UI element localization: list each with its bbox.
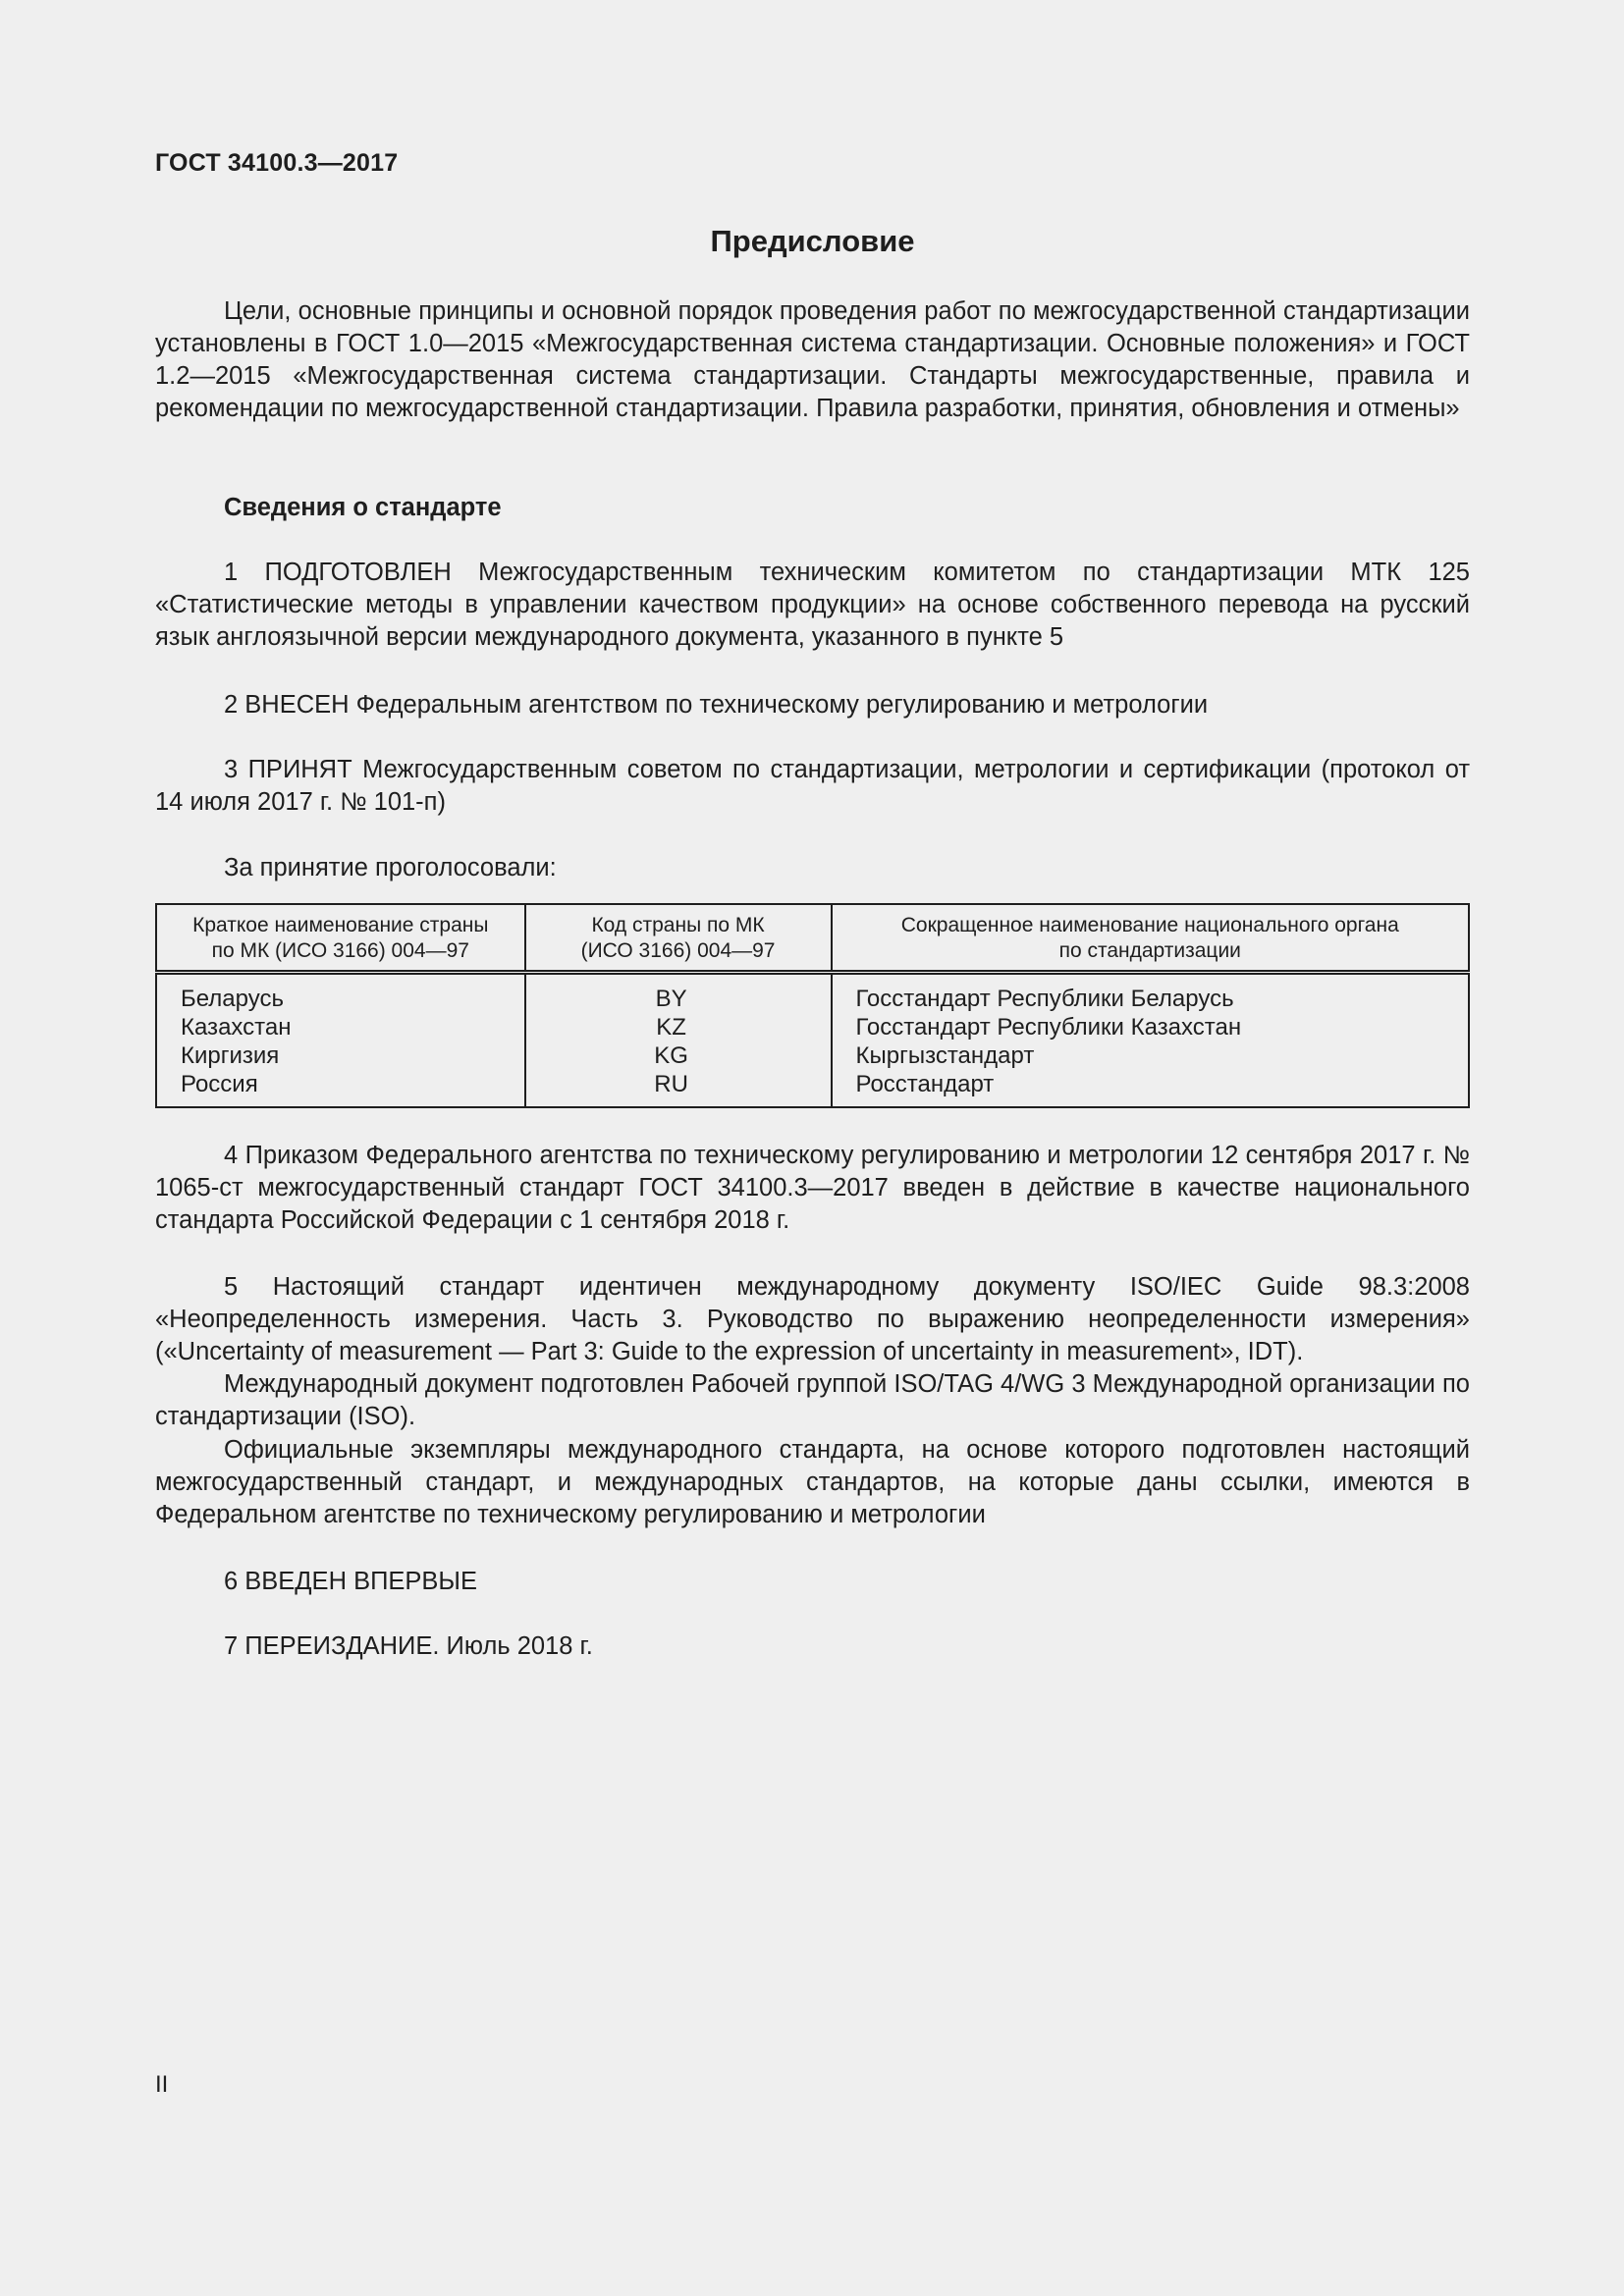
item-5-paragraph-2: Международный документ подготовлен Рабочей группой ISO/TAG 4/WG 3 Международной организации по стандартизации (ISO). <box>155 1370 1470 1430</box>
item-5-paragraph-3: Официальные экземпляры международного стандарта, на основе которого подготовлен настоящий межгосударственный стандарт, и международных стандартов, на которые даны ссылки, имеются в Федеральном агентстве по техническому регулированию и метрологии <box>155 1436 1470 1528</box>
country-name: Киргизия <box>181 1042 280 1069</box>
section-heading: Сведения о стандарте <box>224 494 502 521</box>
country-names-cell <box>156 973 525 1108</box>
country-code: KZ <box>656 1014 686 1041</box>
page-title: Предисловие <box>710 224 915 258</box>
document-page <box>155 0 1470 2296</box>
standards-bodies-cell <box>832 973 1470 1108</box>
item-4-paragraph: 4 Приказом Федерального агентства по техническому регулированию и метрологии 12 сентября 2017 г. № 1065-ст межгосударственный стандарт ГОСТ 34100.3—2017 введен в действие в качестве национального стандарта Российской Федерации с 1 сентября 2018 г. <box>155 1142 1470 1234</box>
header-country-code: Код страны по МК (ИСО 3166) 004—97 <box>525 904 832 973</box>
voting-countries-table <box>155 903 1470 1108</box>
country-name: Казахстан <box>181 1014 292 1041</box>
item-7-paragraph: 7 ПЕРЕИЗДАНИЕ. Июль 2018 г. <box>224 1632 593 1660</box>
intro-paragraph: Цели, основные принципы и основной порядок проведения работ по межгосударственной стандартизации установлены в ГОСТ 1.0—2015 «Межгосударственная система стандартизации. Основные положения» и ГОСТ 1.2—2015 «Межгосударственная система стандартизации. Стандарты межгосударственные, правила и рекомендации по межгосударственной стандартизации. Правила разработки, принятия, обновления и отмены» <box>155 297 1470 422</box>
standards-body: Госстандарт Республики Беларусь <box>855 986 1234 1012</box>
country-name: Беларусь <box>181 986 284 1012</box>
item-5-paragraph: 5 Настоящий стандарт идентичен международному документу ISO/IEC Guide 98.3:2008 «Неопределенность измерения. Часть 3. Руководство по выражению неопределенности измерения» («Uncertainty of measurement — Part 3: Guide to the expression of uncertainty in measurement», IDT). <box>155 1273 1470 1365</box>
country-code: RU <box>654 1071 688 1097</box>
item-1-paragraph: 1 ПОДГОТОВЛЕН Межгосударственным техническим комитетом по стандартизации МТК 125 «Статистические методы в управлении качеством продукции» на основе собственного перевода на русский язык англоязычной версии международного документа, указанного в пункте 5 <box>155 559 1470 651</box>
item-3-paragraph: 3 ПРИНЯТ Межгосударственным советом по стандартизации, метрологии и сертификации (протокол от 14 июля 2017 г. № 101-п) <box>155 756 1470 816</box>
country-name: Россия <box>181 1071 258 1097</box>
country-code: KG <box>654 1042 688 1069</box>
table-row <box>156 973 1469 1108</box>
standards-body: Кыргызстандарт <box>855 1042 1035 1069</box>
header-standards-body: Сокращенное наименование национального органа по стандартизации <box>832 904 1470 973</box>
country-codes-cell <box>525 973 832 1108</box>
voted-label: За принятие проголосовали: <box>224 854 557 881</box>
item-2-paragraph: 2 ВНЕСЕН Федеральным агентством по техническому регулированию и метрологии <box>224 691 1209 719</box>
standards-body: Госстандарт Республики Казахстан <box>855 1014 1242 1041</box>
item-6-paragraph: 6 ВВЕДЕН ВПЕРВЫЕ <box>224 1568 478 1595</box>
standards-body: Росстандарт <box>855 1071 995 1097</box>
header-country-name: Краткое наименование страны по МК (ИСО 3166) 004—97 <box>156 904 525 973</box>
document-id-header: ГОСТ 34100.3—2017 <box>155 149 399 177</box>
table-header-row <box>156 904 1469 973</box>
country-code: BY <box>655 986 687 1012</box>
page-number: II <box>155 2071 169 2098</box>
